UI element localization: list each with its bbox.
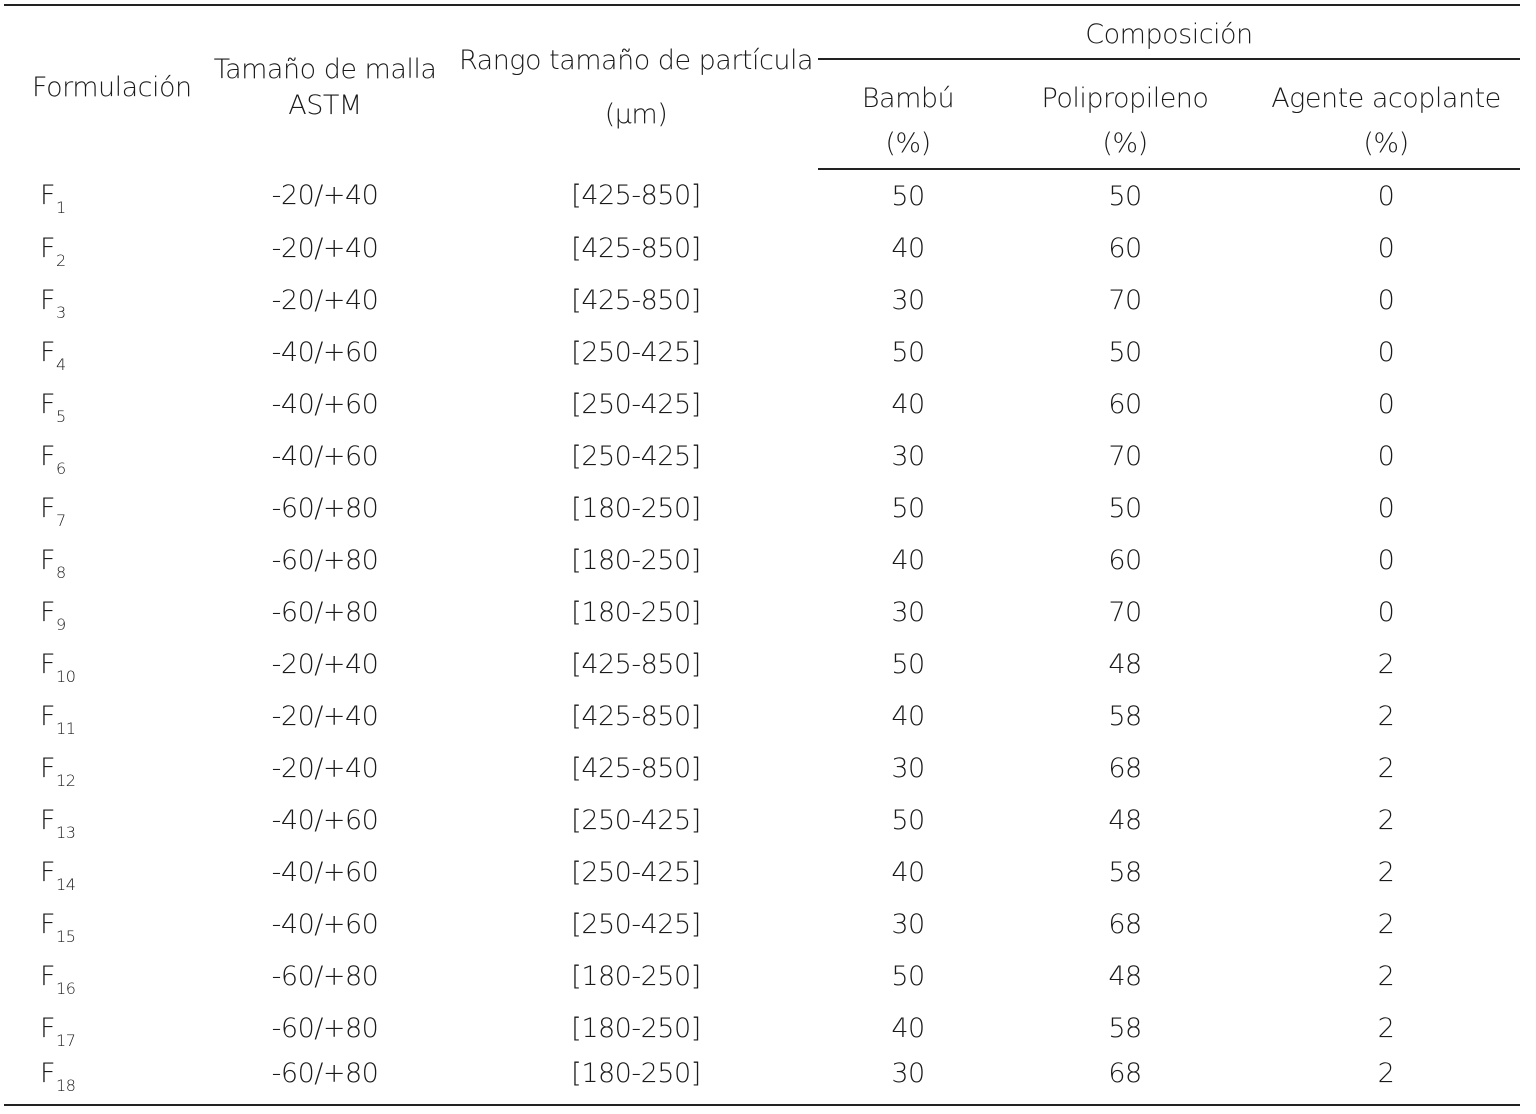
cell-agente: 2 <box>1377 752 1395 784</box>
formulation-index: 17 <box>56 1030 76 1050</box>
cell-polipropileno: 68 <box>1108 908 1142 940</box>
cell-polipropileno: 68 <box>998 1054 1252 1105</box>
cell-rango: [250-425] <box>571 856 701 888</box>
cell-bambu: 30 <box>891 596 925 628</box>
cell-malla: -60/+80 <box>196 1054 454 1105</box>
cell-formulacion <box>4 482 196 534</box>
table-row <box>4 482 1520 534</box>
cell-agente: 0 <box>1377 180 1395 212</box>
formulation-index: 3 <box>56 302 66 322</box>
cell-agente: 0 <box>1377 492 1395 524</box>
cell-malla: -20/+40 <box>271 752 379 784</box>
formulation-letter: F <box>40 336 56 368</box>
cell-rango: [425-850] <box>571 232 701 264</box>
formulation-index: 13 <box>56 822 76 842</box>
cell-bambu: 40 <box>891 232 925 264</box>
table-row <box>4 169 1520 222</box>
header-composicion-label: Composición <box>1085 18 1253 50</box>
formulation-index: 5 <box>56 406 66 426</box>
cell-rango: [250-425] <box>571 388 701 420</box>
formulation-letter: F <box>40 388 56 420</box>
cell-agente: 0 <box>1377 596 1395 628</box>
cell-bambu: 50 <box>891 648 925 680</box>
formulation-letter: F <box>40 908 56 940</box>
cell-rango: [250-425] <box>571 804 701 836</box>
table-row <box>4 794 1520 846</box>
table-row <box>4 430 1520 482</box>
cell-formulacion <box>4 950 196 1002</box>
cell-polipropileno: 50 <box>1108 180 1142 212</box>
formulation-letter: F <box>40 856 56 888</box>
formulation-letter: F <box>40 284 56 316</box>
cell-agente: 0 <box>1377 284 1395 316</box>
table-body <box>4 169 1520 1105</box>
cell-formulacion <box>4 846 196 898</box>
header-rango-line1: Rango tamaño de partícula <box>458 44 814 76</box>
cell-agente: 0 <box>1377 544 1395 576</box>
formulation-letter: F <box>40 544 56 576</box>
cell-polipropileno: 58 <box>1108 700 1142 732</box>
cell-agente: 2 <box>1377 804 1395 836</box>
cell-bambu: 50 <box>891 960 925 992</box>
formulation-letter: F <box>40 700 56 732</box>
formulation-letter: F <box>40 232 56 264</box>
cell-rango: [425-850] <box>571 752 701 784</box>
cell-rango: [180-250] <box>571 1012 701 1044</box>
cell-agente: 2 <box>1252 1054 1520 1105</box>
cell-polipropileno: 60 <box>1108 232 1142 264</box>
cell-malla: -60/+80 <box>271 960 379 992</box>
cell-rango: [425-850] <box>571 700 701 732</box>
cell-bambu: 30 <box>891 284 925 316</box>
formulation-letter: F <box>40 440 56 472</box>
cell-bambu: 50 <box>891 180 925 212</box>
cell-rango: [250-425] <box>571 908 701 940</box>
cell-malla: -40/+60 <box>271 804 379 836</box>
cell-malla: -60/+80 <box>271 544 379 576</box>
cell-malla: -20/+40 <box>271 232 379 264</box>
cell-malla: -20/+40 <box>271 180 379 211</box>
table-row <box>4 534 1520 586</box>
cell-polipropileno: 68 <box>1108 752 1142 784</box>
cell-polipropileno: 50 <box>1108 492 1142 524</box>
cell-rango: [180-250] <box>571 492 701 524</box>
header-polipropileno: Polipropileno <box>1041 83 1209 114</box>
formulation-index: 15 <box>56 926 76 946</box>
header-malla-line1: Tamaño de malla <box>213 53 437 85</box>
cell-bambu: 30 <box>891 440 925 472</box>
cell-rango: [425-850] <box>571 180 701 211</box>
cell-agente: 2 <box>1377 908 1395 940</box>
formulation-index: 12 <box>56 770 76 790</box>
cell-formulacion <box>4 638 196 690</box>
formulation-index: 8 <box>56 562 66 582</box>
cell-bambu: 40 <box>891 544 925 576</box>
cell-formulacion <box>4 690 196 742</box>
cell-bambu: 30 <box>891 908 925 940</box>
cell-formulacion <box>4 222 196 274</box>
cell-malla: -20/+40 <box>271 284 379 316</box>
formulation-index: 14 <box>56 874 76 894</box>
formulation-letter: F <box>40 492 56 524</box>
cell-bambu: 50 <box>891 804 925 836</box>
table-row <box>4 1054 1520 1105</box>
cell-agente: 2 <box>1377 856 1395 888</box>
cell-bambu: 40 <box>891 700 925 732</box>
cell-formulacion <box>4 1002 196 1054</box>
formulation-index: 2 <box>56 250 66 270</box>
formulation-index: 16 <box>56 978 76 998</box>
cell-polipropileno: 70 <box>1108 284 1142 316</box>
table-row <box>4 690 1520 742</box>
table-row <box>4 950 1520 1002</box>
cell-malla: -40/+60 <box>271 440 379 472</box>
header-unit-agente: (%) <box>1252 118 1520 169</box>
formulation-table <box>4 4 1520 1106</box>
cell-bambu: 30 <box>891 752 925 784</box>
cell-formulacion <box>4 534 196 586</box>
formulation-index: 7 <box>56 510 66 530</box>
cell-formulacion <box>4 326 196 378</box>
cell-polipropileno: 70 <box>1108 440 1142 472</box>
table-row <box>4 1002 1520 1054</box>
table-row <box>4 638 1520 690</box>
header-bambu: Bambú <box>861 83 955 114</box>
cell-rango: [250-425] <box>571 440 701 472</box>
table-row <box>4 222 1520 274</box>
cell-agente: 2 <box>1377 648 1395 680</box>
cell-polipropileno: 60 <box>1108 544 1142 576</box>
formulation-letter: F <box>40 960 56 992</box>
cell-rango: [250-425] <box>571 336 701 368</box>
table-row <box>4 274 1520 326</box>
cell-agente: 2 <box>1377 1012 1395 1044</box>
formulation-index: 11 <box>56 718 76 738</box>
formulation-letter: F <box>40 1058 56 1089</box>
cell-agente: 0 <box>1377 336 1395 368</box>
cell-agente: 2 <box>1377 960 1395 992</box>
cell-malla: -40/+60 <box>271 856 379 888</box>
formulation-letter: F <box>40 1012 56 1044</box>
cell-rango: [425-850] <box>571 648 701 680</box>
formulation-index: 18 <box>56 1076 76 1095</box>
table-row <box>4 898 1520 950</box>
cell-polipropileno: 58 <box>1108 1012 1142 1044</box>
formulation-table-container <box>4 4 1520 1106</box>
cell-malla: -40/+60 <box>271 336 379 368</box>
cell-agente: 0 <box>1377 388 1395 420</box>
cell-bambu: 40 <box>891 388 925 420</box>
table-row <box>4 846 1520 898</box>
cell-polipropileno: 60 <box>1108 388 1142 420</box>
cell-polipropileno: 58 <box>1108 856 1142 888</box>
formulation-index: 1 <box>56 198 66 217</box>
cell-agente: 2 <box>1377 700 1395 732</box>
header-agente-acoplante: Agente acoplante <box>1271 83 1501 114</box>
cell-malla: -60/+80 <box>271 596 379 628</box>
formulation-index: 10 <box>56 666 76 686</box>
table-row <box>4 586 1520 638</box>
header-composicion <box>818 5 1520 59</box>
header-tamano-malla <box>196 5 454 169</box>
cell-rango: [180-250] <box>571 596 701 628</box>
cell-polipropileno: 70 <box>1108 596 1142 628</box>
formulation-letter: F <box>40 752 56 784</box>
header-unit-polipropileno: (%) <box>998 118 1252 169</box>
cell-formulacion <box>4 898 196 950</box>
cell-formulacion <box>4 378 196 430</box>
cell-formulacion <box>4 169 196 222</box>
cell-polipropileno: 48 <box>1108 648 1142 680</box>
formulation-index: 9 <box>56 614 66 634</box>
header-rango-line2: (μm) <box>604 98 668 130</box>
header-rango-particula <box>454 5 818 169</box>
header-formulacion: Formulación <box>4 5 196 169</box>
cell-malla: -20/+40 <box>271 700 379 732</box>
table-row <box>4 742 1520 794</box>
formulation-letter: F <box>40 596 56 628</box>
cell-formulacion <box>4 274 196 326</box>
cell-malla: -20/+40 <box>271 648 379 680</box>
cell-formulacion <box>4 742 196 794</box>
formulation-letter: F <box>40 648 56 680</box>
formulation-letter: F <box>40 804 56 836</box>
cell-malla: -60/+80 <box>271 492 379 524</box>
cell-polipropileno: 48 <box>1108 804 1142 836</box>
table-row <box>4 378 1520 430</box>
formulation-index: 4 <box>56 354 66 374</box>
cell-rango: [180-250] <box>571 960 701 992</box>
cell-agente: 0 <box>1377 440 1395 472</box>
cell-polipropileno: 50 <box>1108 336 1142 368</box>
table-row <box>4 326 1520 378</box>
cell-bambu: 30 <box>818 1054 998 1105</box>
cell-bambu: 40 <box>891 856 925 888</box>
cell-bambu: 40 <box>891 1012 925 1044</box>
header-malla-line2: ASTM <box>288 89 362 121</box>
cell-malla: -40/+60 <box>271 388 379 420</box>
cell-polipropileno: 48 <box>1108 960 1142 992</box>
cell-rango: [180-250] <box>571 544 701 576</box>
cell-bambu: 50 <box>891 492 925 524</box>
cell-formulacion <box>4 1054 196 1105</box>
cell-formulacion <box>4 794 196 846</box>
cell-rango: [180-250] <box>454 1054 818 1105</box>
header-unit-bambu: (%) <box>818 118 998 169</box>
cell-formulacion <box>4 430 196 482</box>
cell-bambu: 50 <box>891 336 925 368</box>
formulation-letter: F <box>40 180 56 211</box>
cell-malla: -60/+80 <box>271 1012 379 1044</box>
formulation-index: 6 <box>56 458 66 478</box>
cell-agente: 0 <box>1377 232 1395 264</box>
table-header <box>4 5 1520 169</box>
cell-malla: -40/+60 <box>271 908 379 940</box>
cell-formulacion <box>4 586 196 638</box>
cell-rango: [425-850] <box>571 284 701 316</box>
